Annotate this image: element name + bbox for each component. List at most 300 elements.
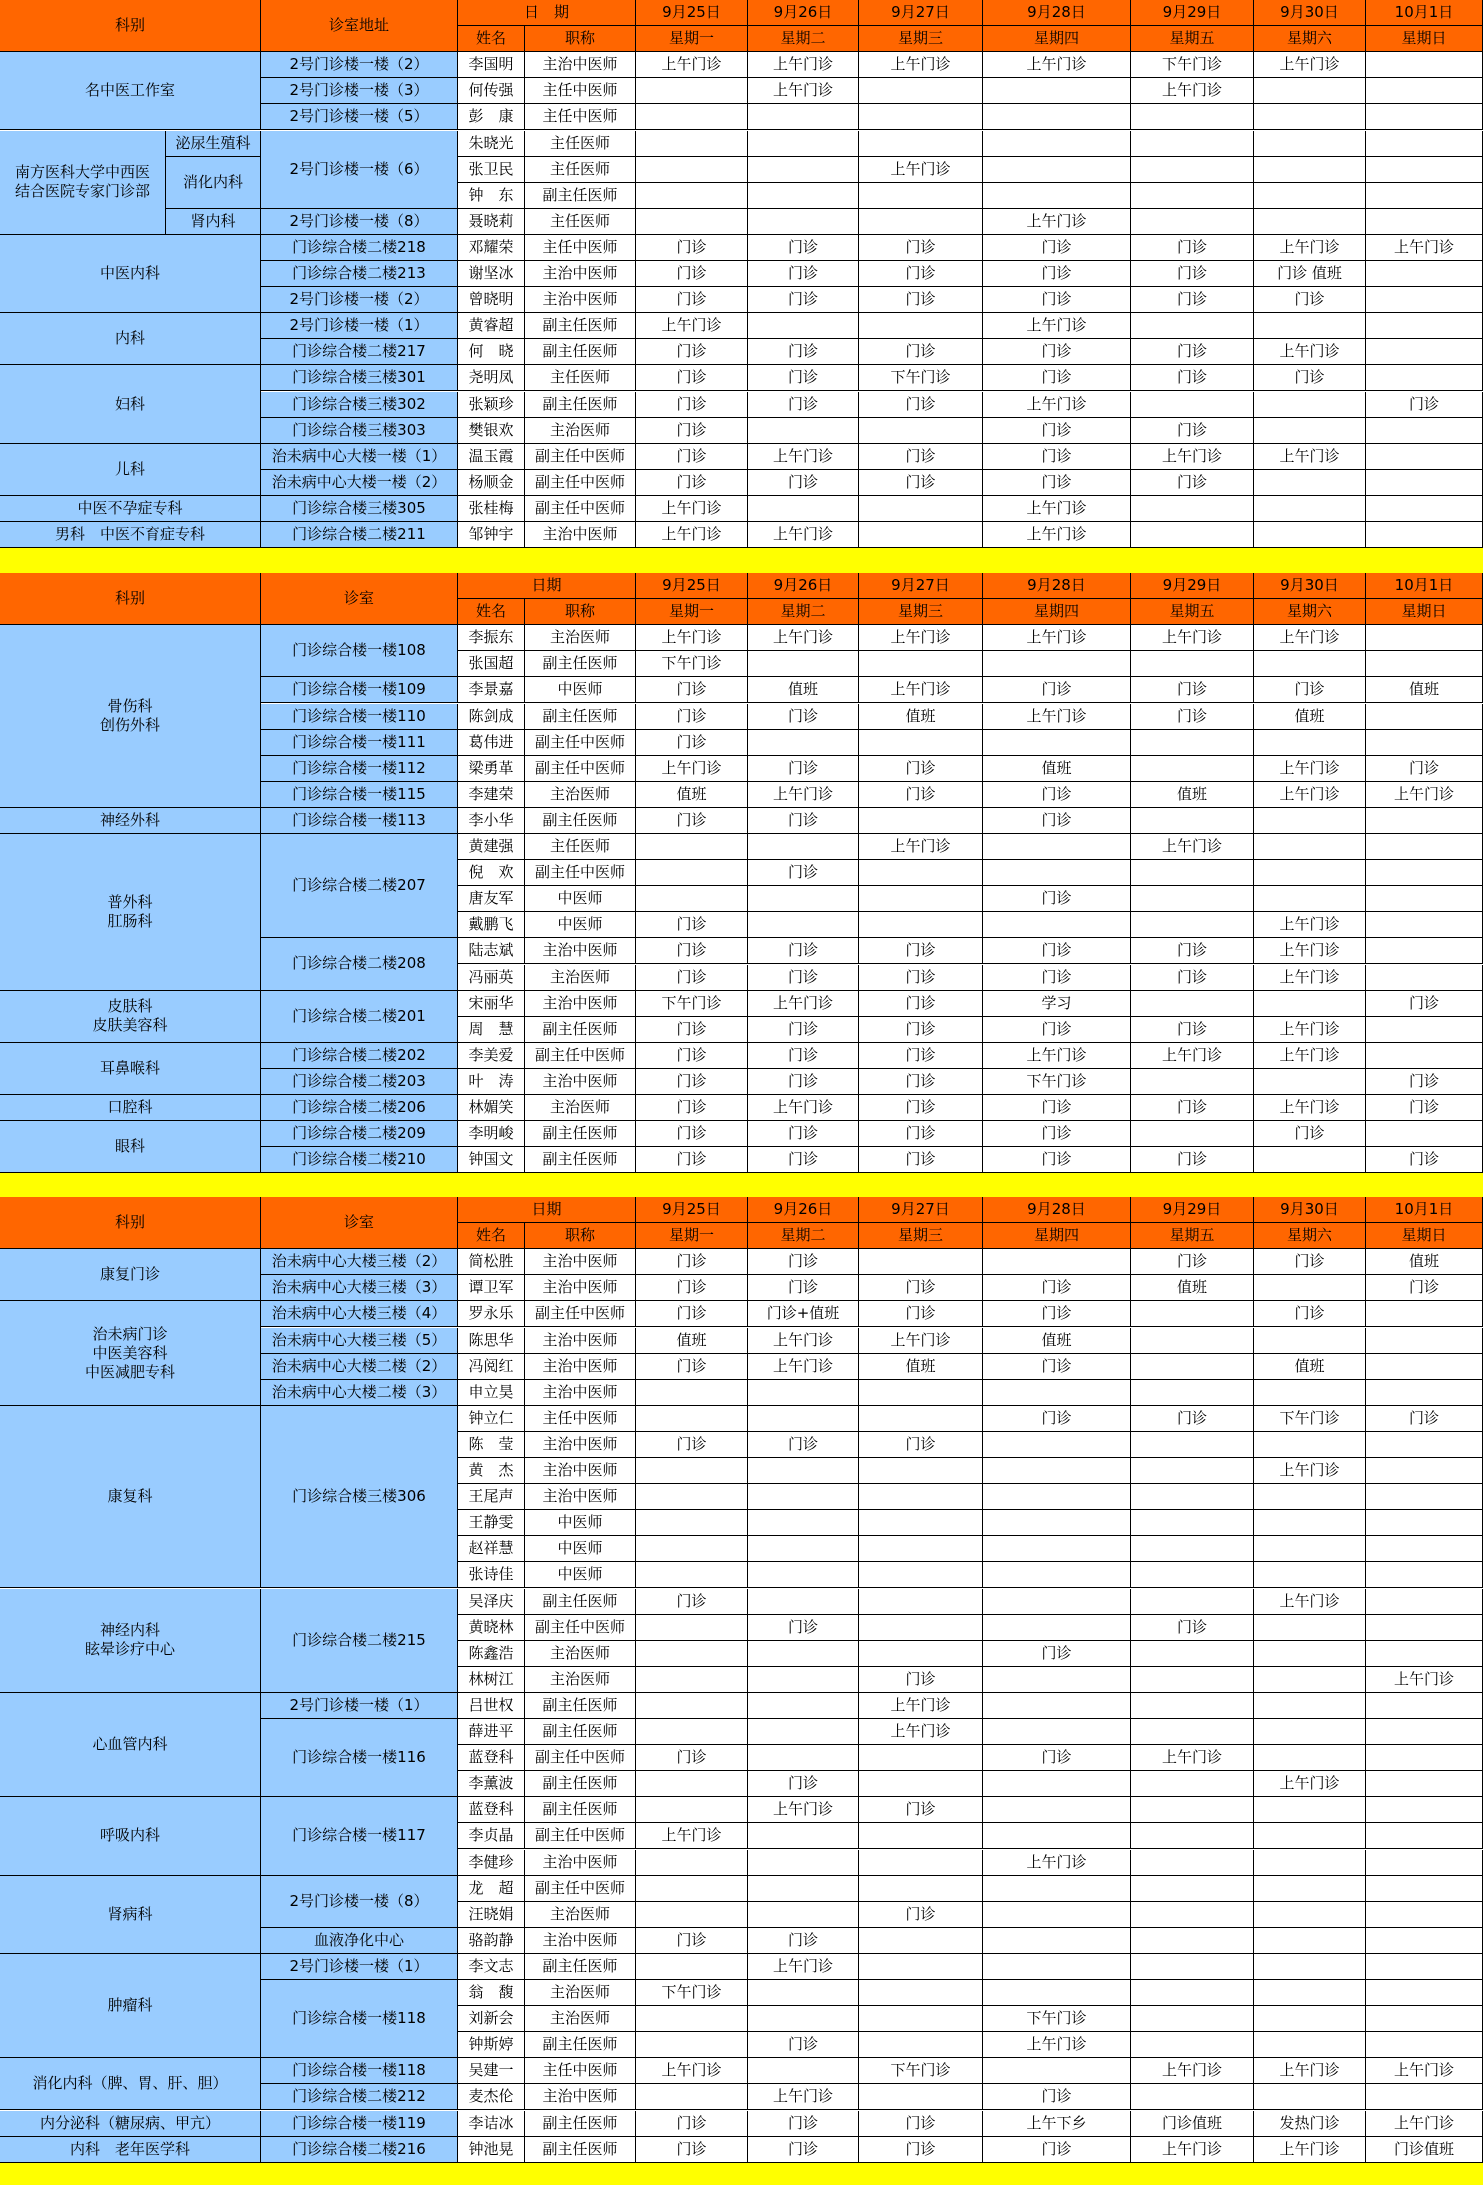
dept-cell: 骨伤科 创伤外科 xyxy=(0,625,261,808)
doctor-name: 冯阅红 xyxy=(458,1354,525,1380)
schedule-slot: 门诊 xyxy=(983,677,1131,703)
schedule-slot: 门诊 xyxy=(636,365,748,391)
schedule-slot xyxy=(859,860,983,886)
doctor-name: 樊银欢 xyxy=(458,418,525,444)
schedule-slot xyxy=(983,1667,1131,1693)
schedule-slot: 门诊 xyxy=(859,1301,983,1327)
room-cell: 门诊综合楼二楼215 xyxy=(261,1589,458,1693)
schedule-slot: 门诊 xyxy=(636,938,748,964)
doctor-name: 朱晓光 xyxy=(458,131,525,157)
schedule-slot xyxy=(636,1719,748,1745)
schedule-slot: 上午门诊 xyxy=(1254,782,1366,808)
schedule-slot: 门诊 xyxy=(1254,287,1366,313)
schedule-slot xyxy=(983,651,1131,677)
schedule-slot xyxy=(859,1771,983,1797)
schedule-slot: 门诊 xyxy=(859,1043,983,1069)
room-cell: 门诊综合楼二楼211 xyxy=(261,522,458,548)
schedule-slot: 门诊 xyxy=(636,444,748,470)
doctor-title: 主治中医师 xyxy=(525,1249,636,1275)
doctor-name: 张卫民 xyxy=(458,157,525,183)
schedule-slot: 上午门诊 xyxy=(748,1354,859,1380)
doctor-name: 李诘冰 xyxy=(458,2111,525,2137)
schedule-slot: 值班 xyxy=(859,704,983,730)
schedule-slot xyxy=(1366,625,1483,651)
schedule-slot: 门诊 xyxy=(636,1043,748,1069)
schedule-slot: 门诊 xyxy=(1131,1017,1254,1043)
schedule-slot xyxy=(983,912,1131,938)
schedule-slot xyxy=(1131,1797,1254,1823)
schedule-slot: 上午门诊 xyxy=(636,2058,748,2084)
schedule-slot xyxy=(636,1510,748,1536)
schedule-slot: 上午门诊 xyxy=(636,756,748,782)
schedule-slot xyxy=(1254,131,1366,157)
schedule-slot xyxy=(1131,1069,1254,1095)
schedule-slot xyxy=(1366,1797,1483,1823)
schedule-slot: 门诊 xyxy=(859,1667,983,1693)
schedule-slot: 学习 xyxy=(983,991,1131,1017)
doctor-name: 钟立仁 xyxy=(458,1406,525,1432)
schedule-slot: 值班 xyxy=(983,1328,1131,1354)
schedule-slot xyxy=(1131,912,1254,938)
schedule-slot: 上午门诊 xyxy=(1131,78,1254,104)
doctor-name: 陈思华 xyxy=(458,1328,525,1354)
doctor-title: 主治中医师 xyxy=(525,1354,636,1380)
schedule-slot xyxy=(859,808,983,834)
room-cell: 门诊综合楼二楼218 xyxy=(261,235,458,261)
schedule-slot: 上午门诊 xyxy=(748,522,859,548)
schedule-slot xyxy=(859,2084,983,2110)
schedule-slot: 门诊 xyxy=(748,1928,859,1954)
schedule-slot xyxy=(983,1536,1131,1562)
schedule-slot xyxy=(1254,496,1366,522)
schedule-slot xyxy=(1254,313,1366,339)
room-cell: 门诊综合楼三楼305 xyxy=(261,496,458,522)
schedule-slot xyxy=(1366,1641,1483,1667)
schedule-slot xyxy=(1366,1458,1483,1484)
schedule-slot xyxy=(1366,104,1483,130)
room-cell: 门诊综合楼二楼201 xyxy=(261,991,458,1043)
schedule-slot: 上午门诊 xyxy=(983,522,1131,548)
doctor-title: 主治医师 xyxy=(525,1641,636,1667)
schedule-slot xyxy=(1131,157,1254,183)
schedule-slot: 上午门诊 xyxy=(1254,938,1366,964)
room-cell: 2号门诊楼一楼（2） xyxy=(261,287,458,313)
schedule-slot xyxy=(983,1693,1131,1719)
schedule-slot xyxy=(859,104,983,130)
schedule-slot xyxy=(859,886,983,912)
schedule-slot: 门诊 xyxy=(1254,1121,1366,1147)
room-cell: 2号门诊楼一楼（1） xyxy=(261,1954,458,1980)
doctor-title: 中医师 xyxy=(525,677,636,703)
schedule-slot: 值班 xyxy=(1254,704,1366,730)
doctor-name: 温玉霞 xyxy=(458,444,525,470)
doctor-name: 林树江 xyxy=(458,1667,525,1693)
header-weekday-cell: 星期三 xyxy=(859,1223,983,1249)
schedule-slot: 门诊 xyxy=(1366,392,1483,418)
header-room: 诊室地址 xyxy=(261,0,458,52)
schedule-slot xyxy=(983,730,1131,756)
doctor-name: 宋丽华 xyxy=(458,991,525,1017)
schedule-slot: 门诊 xyxy=(859,287,983,313)
header-name: 姓名 xyxy=(458,1223,525,1249)
schedule-slot: 门诊 xyxy=(636,1017,748,1043)
schedule-slot: 门诊 xyxy=(859,991,983,1017)
schedule-slot xyxy=(1366,1850,1483,1876)
doctor-name: 何传强 xyxy=(458,78,525,104)
schedule-slot xyxy=(983,1380,1131,1406)
schedule-slot: 门诊 xyxy=(983,470,1131,496)
schedule-slot xyxy=(1366,2032,1483,2058)
schedule-slot xyxy=(983,1980,1131,2006)
room-cell: 门诊综合楼二楼207 xyxy=(261,834,458,938)
schedule-slot: 门诊 xyxy=(1131,1147,1254,1173)
schedule-slot xyxy=(859,418,983,444)
schedule-slot: 上午门诊 xyxy=(1254,1043,1366,1069)
doctor-name: 李文志 xyxy=(458,1954,525,1980)
doctor-title: 副主任医师 xyxy=(525,1017,636,1043)
doctor-name: 何 晓 xyxy=(458,339,525,365)
schedule-slot: 上午门诊 xyxy=(748,1328,859,1354)
header-weekday-cell: 星期四 xyxy=(983,599,1131,625)
header-date-cell: 9月27日 xyxy=(859,573,983,599)
schedule-slot: 上午门诊 xyxy=(983,313,1131,339)
schedule-slot: 上午门诊 xyxy=(983,52,1131,78)
room-cell: 2号门诊楼一楼（1） xyxy=(261,313,458,339)
schedule-slot xyxy=(1254,991,1366,1017)
schedule-slot xyxy=(1254,470,1366,496)
doctor-name: 谢坚冰 xyxy=(458,261,525,287)
schedule-slot: 上午门诊 xyxy=(1366,2111,1483,2137)
schedule-slot xyxy=(636,834,748,860)
schedule-slot xyxy=(1254,860,1366,886)
schedule-slot xyxy=(1131,392,1254,418)
schedule-slot xyxy=(1254,1823,1366,1849)
schedule-slot: 门诊 xyxy=(636,1745,748,1771)
room-cell: 门诊综合楼二楼203 xyxy=(261,1069,458,1095)
schedule-slot xyxy=(859,1876,983,1902)
doctor-title: 副主任中医师 xyxy=(525,444,636,470)
header-date-cell: 10月1日 xyxy=(1366,1197,1483,1223)
schedule-slot: 门诊 xyxy=(748,287,859,313)
doctor-name: 蓝登科 xyxy=(458,1797,525,1823)
doctor-title: 主治中医师 xyxy=(525,991,636,1017)
room-cell: 门诊综合楼一楼108 xyxy=(261,625,458,677)
dept-cell: 妇科 xyxy=(0,365,261,443)
schedule-slot xyxy=(636,2006,748,2032)
header-date-cell: 9月25日 xyxy=(636,573,748,599)
schedule-slot xyxy=(748,1458,859,1484)
schedule-slot: 上午门诊 xyxy=(983,704,1131,730)
header-weekday-cell: 星期一 xyxy=(636,26,748,52)
room-cell: 2号门诊楼一楼（2） xyxy=(261,52,458,78)
schedule-slot xyxy=(859,1589,983,1615)
schedule-slot xyxy=(636,1902,748,1928)
schedule-slot xyxy=(748,1380,859,1406)
room-cell: 门诊综合楼二楼213 xyxy=(261,261,458,287)
header-date: 日 期 xyxy=(458,0,636,26)
doctor-name: 钟斯婷 xyxy=(458,2032,525,2058)
schedule-slot xyxy=(748,1823,859,1849)
schedule-slot xyxy=(748,1641,859,1667)
schedule-slot xyxy=(1254,1928,1366,1954)
schedule-slot xyxy=(1131,1328,1254,1354)
header-weekday-cell: 星期三 xyxy=(859,26,983,52)
schedule-slot xyxy=(1254,1719,1366,1745)
schedule-slot: 门诊 xyxy=(1254,1249,1366,1275)
schedule-slot: 上午门诊 xyxy=(748,444,859,470)
dept-cell: 内科 老年医学科 xyxy=(0,2137,261,2163)
schedule-slot: 门诊 xyxy=(748,1249,859,1275)
doctor-name: 赵祥慧 xyxy=(458,1536,525,1562)
schedule-slot xyxy=(636,209,748,235)
schedule-slot: 门诊 xyxy=(983,2137,1131,2163)
schedule-slot xyxy=(983,1510,1131,1536)
dept-cell: 康复门诊 xyxy=(0,1249,261,1301)
schedule-slot xyxy=(859,1823,983,1849)
schedule-slot: 门诊 xyxy=(859,261,983,287)
doctor-title: 副主任医师 xyxy=(525,1771,636,1797)
doctor-name: 李美爱 xyxy=(458,1043,525,1069)
doctor-title: 主治医师 xyxy=(525,1902,636,1928)
schedule-slot: 上午门诊 xyxy=(1366,782,1483,808)
schedule-slot xyxy=(983,1589,1131,1615)
schedule-slot: 上午门诊 xyxy=(859,52,983,78)
schedule-slot xyxy=(1254,1069,1366,1095)
header-date-cell: 10月1日 xyxy=(1366,0,1483,26)
schedule-slot: 上午门诊 xyxy=(983,1043,1131,1069)
doctor-title: 主任中医师 xyxy=(525,2058,636,2084)
doctor-title: 主治医师 xyxy=(525,418,636,444)
schedule-slot xyxy=(1254,104,1366,130)
schedule-slot xyxy=(1254,1902,1366,1928)
doctor-name: 邓耀荣 xyxy=(458,235,525,261)
schedule-slot xyxy=(748,2058,859,2084)
header-date-cell: 9月27日 xyxy=(859,1197,983,1223)
schedule-slot: 上午门诊 xyxy=(1366,235,1483,261)
schedule-slot: 门诊 xyxy=(1366,1147,1483,1173)
schedule-slot: 上午门诊 xyxy=(1131,2058,1254,2084)
doctor-title: 主治中医师 xyxy=(525,1850,636,1876)
doctor-title: 主治中医师 xyxy=(525,1458,636,1484)
doctor-title: 主任中医师 xyxy=(525,78,636,104)
schedule-slot: 上午门诊 xyxy=(636,625,748,651)
schedule-slot xyxy=(1131,104,1254,130)
schedule-slot: 上午门诊 xyxy=(1254,1589,1366,1615)
schedule-slot xyxy=(1131,1667,1254,1693)
room-cell: 治未病中心大楼二楼（3） xyxy=(261,1380,458,1406)
schedule-slot xyxy=(1131,1980,1254,2006)
schedule-slot xyxy=(1131,1902,1254,1928)
room-cell: 治未病中心大楼三楼（5） xyxy=(261,1328,458,1354)
schedule-slot: 上午门诊 xyxy=(1131,1043,1254,1069)
schedule-slot xyxy=(1366,1354,1483,1380)
header-weekday-cell: 星期四 xyxy=(983,26,1131,52)
schedule-slot xyxy=(859,1615,983,1641)
schedule-slot xyxy=(1366,1121,1483,1147)
schedule-slot: 门诊 xyxy=(859,1432,983,1458)
room-cell: 门诊综合楼二楼210 xyxy=(261,1147,458,1173)
schedule-slot xyxy=(859,651,983,677)
doctor-title: 副主任医师 xyxy=(525,1147,636,1173)
schedule-slot: 上午门诊 xyxy=(1254,52,1366,78)
room-cell: 门诊综合楼一楼115 xyxy=(261,782,458,808)
schedule-slot xyxy=(859,496,983,522)
room-cell: 门诊综合楼一楼113 xyxy=(261,808,458,834)
schedule-slot: 上午门诊 xyxy=(983,392,1131,418)
doctor-title: 副主任医师 xyxy=(525,2111,636,2137)
schedule-slot xyxy=(859,1850,983,1876)
doctor-name: 陈剑成 xyxy=(458,704,525,730)
schedule-slot xyxy=(1366,183,1483,209)
schedule-slot xyxy=(1366,1693,1483,1719)
schedule-slot: 门诊 xyxy=(636,704,748,730)
doctor-title: 主治医师 xyxy=(525,965,636,991)
doctor-title: 主治医师 xyxy=(525,1095,636,1121)
header-date-cell: 9月28日 xyxy=(983,1197,1131,1223)
schedule-slot xyxy=(983,131,1131,157)
schedule-slot: 门诊 xyxy=(859,1121,983,1147)
schedule-slot: 上午门诊 xyxy=(983,496,1131,522)
schedule-slot xyxy=(1254,392,1366,418)
schedule-slot: 下午门诊 xyxy=(983,1069,1131,1095)
schedule-slot xyxy=(748,209,859,235)
schedule-slot xyxy=(1366,418,1483,444)
schedule-slot xyxy=(983,1719,1131,1745)
schedule-slot: 门诊 xyxy=(983,261,1131,287)
section-1 xyxy=(0,0,1483,548)
header-weekday-cell: 星期一 xyxy=(636,599,748,625)
schedule-slot: 门诊 xyxy=(983,235,1131,261)
room-cell: 门诊综合楼二楼216 xyxy=(261,2137,458,2163)
schedule-slot: 上午门诊 xyxy=(1254,756,1366,782)
schedule-slot xyxy=(859,1510,983,1536)
schedule-slot: 门诊 xyxy=(983,444,1131,470)
schedule-slot xyxy=(1131,1121,1254,1147)
schedule-slot xyxy=(1131,886,1254,912)
schedule-slot: 上午门诊 xyxy=(983,2032,1131,2058)
doctor-name: 李景嘉 xyxy=(458,677,525,703)
schedule-slot: 门诊 xyxy=(983,1745,1131,1771)
schedule-slot xyxy=(748,1850,859,1876)
schedule-slot: 上午门诊 xyxy=(748,1095,859,1121)
schedule-slot xyxy=(636,1458,748,1484)
doctor-title: 副主任医师 xyxy=(525,808,636,834)
schedule-slot xyxy=(1254,522,1366,548)
schedule-slot: 值班 xyxy=(1131,782,1254,808)
dept-cell: 消化内科（脾、胃、肝、胆） xyxy=(0,2058,261,2110)
schedule-slot xyxy=(1254,78,1366,104)
room-cell: 2号门诊楼一楼（6） xyxy=(261,131,458,209)
schedule-slot: 门诊 xyxy=(636,965,748,991)
schedule-slot xyxy=(1366,470,1483,496)
schedule-slot xyxy=(983,860,1131,886)
schedule-slot xyxy=(1254,157,1366,183)
schedule-slot: 上午门诊 xyxy=(859,625,983,651)
doctor-title: 主治中医师 xyxy=(525,1069,636,1095)
doctor-title: 主治医师 xyxy=(525,625,636,651)
schedule-slot: 门诊 xyxy=(983,1641,1131,1667)
schedule-slot xyxy=(636,1536,748,1562)
doctor-title: 副主任医师 xyxy=(525,704,636,730)
doctor-title: 中医师 xyxy=(525,1562,636,1588)
doctor-name: 彭 康 xyxy=(458,104,525,130)
header-weekday-cell: 星期二 xyxy=(748,599,859,625)
schedule-slot: 门诊 xyxy=(1366,756,1483,782)
schedule-slot xyxy=(859,183,983,209)
doctor-title: 中医师 xyxy=(525,912,636,938)
schedule-slot xyxy=(1254,1484,1366,1510)
doctor-name: 尧明凤 xyxy=(458,365,525,391)
schedule-slot xyxy=(1366,1876,1483,1902)
header-date-cell: 9月30日 xyxy=(1254,573,1366,599)
schedule-slot xyxy=(636,2032,748,2058)
doctor-name: 倪 欢 xyxy=(458,860,525,886)
doctor-title: 副主任医师 xyxy=(525,339,636,365)
room-cell: 门诊综合楼二楼209 xyxy=(261,1121,458,1147)
doctor-name: 蓝登科 xyxy=(458,1745,525,1771)
room-cell: 2号门诊楼一楼（8） xyxy=(261,209,458,235)
schedule-slot: 门诊 xyxy=(859,1797,983,1823)
header-weekday-cell: 星期五 xyxy=(1131,1223,1254,1249)
schedule-slot: 门诊 xyxy=(748,2111,859,2137)
schedule-slot: 上午门诊 xyxy=(1131,444,1254,470)
schedule-slot: 门诊 xyxy=(748,1147,859,1173)
schedule-slot xyxy=(1131,1876,1254,1902)
schedule-slot: 上午门诊 xyxy=(1254,2058,1366,2084)
room-cell: 治未病中心大楼三楼（2） xyxy=(261,1249,458,1275)
doctor-name: 吴泽庆 xyxy=(458,1589,525,1615)
header-dept: 科别 xyxy=(0,0,261,52)
schedule-slot xyxy=(1366,1928,1483,1954)
schedule-slot: 门诊 xyxy=(983,287,1131,313)
doctor-name: 翁 馥 xyxy=(458,1980,525,2006)
doctor-name: 汪晓娟 xyxy=(458,1902,525,1928)
schedule-slot xyxy=(1366,1536,1483,1562)
schedule-slot: 上午门诊 xyxy=(859,677,983,703)
schedule-slot: 门诊 xyxy=(859,1095,983,1121)
room-cell: 治未病中心大楼一楼（1） xyxy=(261,444,458,470)
schedule-slot: 下午门诊 xyxy=(1131,52,1254,78)
schedule-slot xyxy=(748,1562,859,1588)
schedule-slot: 上午门诊 xyxy=(983,625,1131,651)
schedule-slot xyxy=(1254,1641,1366,1667)
schedule-slot xyxy=(748,157,859,183)
schedule-slot xyxy=(748,1589,859,1615)
schedule-slot: 门诊 xyxy=(636,912,748,938)
schedule-slot xyxy=(1131,1484,1254,1510)
doctor-title: 副主任中医师 xyxy=(525,1823,636,1849)
schedule-slot: 上午门诊 xyxy=(1254,1095,1366,1121)
dept-cell: 康复科 xyxy=(0,1406,261,1589)
schedule-slot xyxy=(859,1980,983,2006)
schedule-slot xyxy=(636,1771,748,1797)
schedule-slot xyxy=(1254,1380,1366,1406)
schedule-slot xyxy=(636,886,748,912)
header-date-cell: 9月28日 xyxy=(983,0,1131,26)
schedule-slot xyxy=(1131,2006,1254,2032)
doctor-name: 聂晓莉 xyxy=(458,209,525,235)
schedule-slot xyxy=(1131,808,1254,834)
doctor-title: 主治医师 xyxy=(525,1667,636,1693)
schedule-slot xyxy=(748,1876,859,1902)
yellow-divider-band xyxy=(0,1172,1483,1197)
schedule-slot xyxy=(1254,1615,1366,1641)
subdept-cell: 肾内科 xyxy=(166,209,261,235)
schedule-slot: 门诊 xyxy=(859,782,983,808)
schedule-slot: 门诊 xyxy=(859,235,983,261)
doctor-title: 副主任医师 xyxy=(525,1954,636,1980)
schedule-slot xyxy=(1254,886,1366,912)
